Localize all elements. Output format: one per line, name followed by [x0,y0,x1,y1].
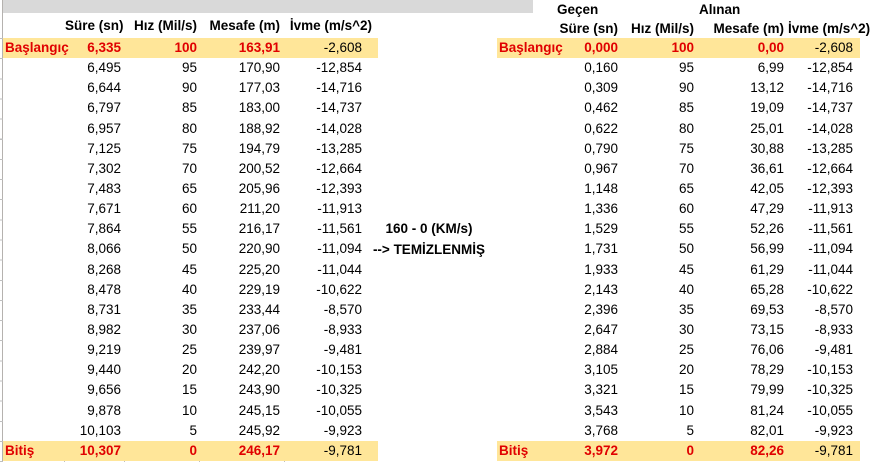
cell-mesafe[interactable]: 47,29 [750,201,784,217]
table-row [3,119,378,139]
cell-ivme[interactable]: -8,933 [814,321,853,337]
table-row [3,441,378,461]
cell-row-label[interactable]: Bitiş [499,442,529,458]
cell-mesafe[interactable]: 82,26 [750,442,784,458]
cell-ivme[interactable]: -10,055 [807,402,853,418]
cell-hiz[interactable]: 40 [678,281,694,297]
cell-sure[interactable]: 3,543 [584,402,618,418]
annotation-line2: --> TEMİZLENMİŞ [372,241,486,257]
cell-mesafe[interactable]: 239,97 [238,342,280,358]
header-empty-cell[interactable] [497,0,556,19]
cell-hiz[interactable]: 70 [678,160,694,176]
cell-ivme[interactable]: -10,325 [316,382,362,398]
cell-hiz[interactable]: 75 [181,140,197,156]
cell-sure[interactable]: 6,644 [87,80,121,96]
cell-sure[interactable]: 0,000 [584,40,618,55]
table-row [497,78,860,98]
table-row [497,58,860,78]
cell-hiz[interactable]: 85 [678,100,694,116]
cell-sure[interactable]: 9,440 [87,362,121,378]
cell-row-label[interactable] [497,119,556,139]
cleaned-time-table [497,0,870,461]
cell-mesafe[interactable]: 13,12 [750,80,784,96]
cell-sure[interactable]: 0,309 [584,80,618,96]
table-row [3,219,378,239]
cell-mesafe[interactable]: 242,20 [238,362,280,378]
cell-ivme[interactable]: -11,094 [808,241,853,257]
cell-sure[interactable]: 7,125 [87,140,121,156]
cell-hiz[interactable]: 0 [686,442,694,458]
cell-row-label[interactable]: Başlangıç [5,40,69,55]
cell-hiz[interactable]: 65 [678,180,694,196]
cell-mesafe[interactable]: 69,53 [750,301,784,317]
cell-hiz[interactable]: 0 [189,442,197,458]
table-row [3,360,378,380]
cell-hiz[interactable]: 45 [678,261,694,277]
cell-mesafe[interactable]: 61,29 [750,261,784,277]
cell-sure[interactable]: 8,478 [87,281,121,297]
cell-sure[interactable]: 10,307 [79,442,121,458]
cell-row-label[interactable] [497,260,556,280]
cell-ivme[interactable]: -8,570 [323,301,362,317]
header-gecen[interactable]: Geçen [557,2,599,17]
table-row [497,239,860,259]
cell-ivme[interactable]: -9,781 [323,442,362,458]
cell-mesafe[interactable]: 36,61 [750,160,784,176]
header-empty-cell[interactable] [497,19,556,38]
cell-sure[interactable]: 1,731 [584,241,618,257]
cell-row-label[interactable] [497,159,556,179]
cell-sure[interactable]: 3,105 [584,362,618,378]
cell-hiz[interactable]: 80 [181,120,197,136]
cell-row-label[interactable] [3,300,65,320]
cell-sure[interactable]: 0,462 [584,100,618,116]
table-row [3,260,378,280]
table-row [3,159,378,179]
cell-hiz[interactable]: 100 [671,40,694,55]
table-row [3,78,378,98]
cell-hiz[interactable]: 100 [174,40,197,55]
cell-mesafe[interactable]: 76,06 [750,342,784,358]
cell-row-label[interactable] [497,78,556,98]
table-row [497,280,860,300]
table-row [3,38,378,58]
cell-sure[interactable]: 8,731 [87,301,121,317]
cell-hiz[interactable]: 35 [181,301,197,317]
table-row [497,119,860,139]
cell-mesafe[interactable]: 237,06 [238,321,280,337]
cell-row-label[interactable] [497,58,556,78]
cell-row-label[interactable] [3,98,65,118]
table-row [3,98,378,118]
header-hiz[interactable]: Hız (Mil/s) [134,18,197,33]
cell-ivme[interactable]: -2,608 [814,40,853,55]
cell-mesafe[interactable]: 216,17 [238,221,280,237]
header-sure[interactable]: Süre (sn) [65,18,124,33]
header-hiz[interactable]: Hız (Mil/s) [631,21,694,36]
table-row [3,139,378,159]
cell-hiz[interactable]: 60 [181,201,197,217]
cell-mesafe[interactable]: 163,91 [238,40,280,55]
cell-sure[interactable]: 1,336 [584,201,618,217]
table-row [497,401,860,421]
cell-ivme[interactable]: -13,285 [807,140,853,156]
cell-sure[interactable]: 1,148 [584,180,618,196]
cell-row-label[interactable] [497,421,556,441]
cell-sure[interactable]: 2,396 [584,301,618,317]
table-row [497,38,860,58]
cell-hiz[interactable]: 30 [678,321,694,337]
cell-row-label[interactable] [497,340,556,360]
cell-ivme[interactable]: -12,854 [316,60,362,76]
table-row [497,260,860,280]
cell-hiz[interactable]: 85 [181,100,197,116]
table-row [3,239,378,259]
cell-row-label[interactable] [3,421,65,441]
cell-ivme[interactable]: -14,737 [316,100,362,116]
cell-ivme[interactable]: -11,094 [317,241,362,257]
cell-sure[interactable]: 1,529 [584,221,618,237]
cell-ivme[interactable]: -10,153 [807,362,853,378]
cell-sure[interactable]: 9,656 [87,382,121,398]
cell-ivme[interactable]: -8,570 [814,301,853,317]
right-table-header-row [497,19,870,38]
cell-sure[interactable]: 7,864 [87,221,121,237]
cell-row-label[interactable] [3,199,65,219]
cell-sure[interactable]: 8,268 [87,261,121,277]
cell-ivme[interactable]: -11,044 [317,261,362,277]
cell-mesafe[interactable]: 211,20 [239,201,280,217]
table-row [497,441,860,461]
cell-row-label[interactable] [3,139,65,159]
cell-ivme[interactable]: -9,923 [323,422,362,438]
table-row [497,380,860,400]
cell-row-label[interactable] [3,260,65,280]
cell-ivme[interactable]: -13,285 [316,140,362,156]
cell-mesafe[interactable]: 56,99 [750,241,784,257]
cell-ivme[interactable]: -9,481 [814,342,853,358]
cell-sure[interactable]: 1,933 [584,261,618,277]
cell-ivme[interactable]: -10,325 [807,382,853,398]
cell-ivme[interactable]: -9,481 [323,342,362,358]
cell-row-label[interactable] [497,300,556,320]
cell-sure[interactable]: 7,302 [87,160,121,176]
table-row [497,139,860,159]
right-table-body [497,38,860,461]
cell-ivme[interactable]: -12,393 [807,180,853,196]
cell-row-label[interactable] [3,360,65,380]
cell-ivme[interactable]: -10,622 [316,281,362,297]
cell-ivme[interactable]: -14,028 [807,120,853,136]
cell-sure[interactable]: 3,321 [584,382,618,398]
cell-mesafe[interactable]: 170,90 [238,60,280,76]
cell-mesafe[interactable]: 25,01 [750,120,784,136]
cell-mesafe[interactable]: 65,28 [750,281,784,297]
cell-row-label[interactable] [3,159,65,179]
cell-row-label[interactable]: Bitiş [5,442,35,458]
cell-mesafe[interactable]: 52,26 [750,221,784,237]
cell-sure[interactable]: 7,483 [87,180,121,196]
cell-row-label[interactable] [3,119,65,139]
cell-hiz[interactable]: 40 [181,281,197,297]
header-empty-cell[interactable] [3,13,65,38]
cell-mesafe[interactable]: 200,52 [238,160,280,176]
cell-row-label[interactable] [3,340,65,360]
cell-mesafe[interactable]: 220,90 [238,241,280,257]
cell-hiz[interactable]: 55 [181,221,197,237]
cell-hiz[interactable]: 10 [678,402,694,418]
cell-hiz[interactable]: 75 [678,140,694,156]
header-empty-cell[interactable] [622,0,698,19]
cell-row-label[interactable] [497,219,556,239]
cell-ivme[interactable]: -12,664 [316,160,362,176]
cell-sure[interactable]: 0,622 [584,120,618,136]
cell-hiz[interactable]: 95 [678,60,694,76]
cell-ivme[interactable]: -10,153 [316,362,362,378]
cell-ivme[interactable]: -14,028 [316,120,362,136]
cell-sure[interactable]: 3,768 [584,422,618,438]
cell-ivme[interactable]: -11,561 [317,221,362,237]
cell-row-label[interactable] [3,380,65,400]
header-sure[interactable]: Süre (sn) [559,21,618,36]
table-row [3,340,378,360]
header-mesafe[interactable]: Mesafe (m) [713,21,784,36]
cell-row-label[interactable] [3,280,65,300]
cell-hiz[interactable]: 90 [181,80,197,96]
cell-hiz[interactable]: 20 [678,362,694,378]
cell-hiz[interactable]: 65 [181,180,197,196]
cell-sure[interactable]: 10,103 [79,422,121,438]
cell-ivme[interactable]: -2,608 [323,40,362,55]
cell-sure[interactable]: 6,957 [87,120,121,136]
cell-hiz[interactable]: 60 [678,201,694,217]
header-empty-cell[interactable] [788,0,860,19]
table-row [497,199,860,219]
cell-sure[interactable]: 2,143 [584,281,618,297]
cell-ivme[interactable]: -8,933 [323,321,362,337]
cell-ivme[interactable]: -14,737 [807,100,853,116]
left-table-header-row [3,13,378,38]
table-row [3,380,378,400]
cell-row-label[interactable] [3,78,65,98]
cell-ivme[interactable]: -14,716 [316,80,362,96]
cell-mesafe[interactable]: 243,90 [238,382,280,398]
cell-hiz[interactable]: 90 [678,80,694,96]
cell-hiz[interactable]: 80 [678,120,694,136]
cell-ivme[interactable]: -9,781 [814,442,853,458]
cell-hiz[interactable]: 5 [189,422,197,438]
cell-mesafe[interactable]: 183,00 [238,100,280,116]
cell-mesafe[interactable]: 188,92 [238,120,280,136]
cell-mesafe[interactable]: 225,20 [238,261,280,277]
header-mesafe[interactable]: Mesafe (m) [209,18,280,33]
cell-mesafe[interactable]: 229,19 [238,281,280,297]
header-ivme[interactable]: İvme (m/s^2) [289,18,372,33]
cell-mesafe[interactable]: 82,01 [750,422,784,438]
cell-hiz[interactable]: 15 [181,382,197,398]
cell-mesafe[interactable]: 42,05 [750,180,784,196]
cell-mesafe[interactable]: 78,29 [750,362,784,378]
header-alinan[interactable]: Alınan [699,2,741,17]
cell-ivme[interactable]: -10,622 [807,281,853,297]
table-row [3,58,378,78]
cell-row-label[interactable] [3,58,65,78]
table-row [497,98,860,118]
table-row [497,300,860,320]
table-row [3,199,378,219]
cell-mesafe[interactable]: 19,09 [750,100,784,116]
cell-sure[interactable]: 9,219 [87,342,121,358]
cell-mesafe[interactable]: 205,96 [238,180,280,196]
cell-hiz[interactable]: 55 [678,221,694,237]
cell-mesafe[interactable]: 194,79 [238,140,280,156]
cell-sure[interactable]: 6,797 [87,100,121,116]
cell-hiz[interactable]: 10 [181,402,197,418]
cell-hiz[interactable]: 20 [181,362,197,378]
header-ivme[interactable]: İvme (m/s^2) [788,21,870,36]
cell-mesafe[interactable]: 73,15 [750,321,784,337]
cell-row-label[interactable] [3,239,65,259]
cell-mesafe[interactable]: 79,99 [750,382,784,398]
cell-mesafe[interactable]: 177,03 [238,80,280,96]
annotation-note[interactable] [370,219,488,261]
cell-sure[interactable]: 0,160 [584,60,618,76]
table-row [3,401,378,421]
cell-mesafe[interactable]: 81,24 [750,402,784,418]
cell-sure[interactable]: 2,647 [584,321,618,337]
elapsed-time-table [3,13,378,461]
cell-row-label[interactable] [497,380,556,400]
cell-row-label[interactable] [3,320,65,340]
table-row [497,179,860,199]
table-row [497,360,860,380]
cell-mesafe[interactable]: 0,00 [757,40,784,55]
cell-ivme[interactable]: -10,055 [316,402,362,418]
cell-hiz[interactable]: 25 [181,342,197,358]
cell-sure[interactable]: 6,335 [87,40,121,55]
table-row [3,300,378,320]
cell-sure[interactable]: 8,982 [87,321,121,337]
table-row [497,219,860,239]
cell-row-label[interactable] [497,320,556,340]
table-row [3,320,378,340]
cell-row-label[interactable] [497,179,556,199]
cell-sure[interactable]: 0,790 [584,140,618,156]
table-row [497,320,860,340]
top-row-fill [3,0,533,13]
cell-ivme[interactable]: -12,393 [316,180,362,196]
cell-hiz[interactable]: 70 [181,160,197,176]
table-row [3,421,378,441]
cell-hiz[interactable]: 25 [678,342,694,358]
annotation-line1: 160 - 0 (KM/s) [385,221,473,236]
cell-ivme[interactable]: -9,923 [814,422,853,438]
cell-row-label[interactable] [497,139,556,159]
cell-sure[interactable]: 9,878 [87,402,121,418]
cell-ivme[interactable]: -11,561 [808,221,853,237]
cell-row-label[interactable] [3,219,65,239]
cell-ivme[interactable]: -11,913 [317,201,362,217]
cell-hiz[interactable]: 5 [686,422,694,438]
cell-hiz[interactable]: 15 [678,382,694,398]
cell-mesafe[interactable]: 30,88 [750,140,784,156]
cell-sure[interactable]: 6,495 [87,60,121,76]
cell-row-label[interactable] [497,280,556,300]
cell-mesafe[interactable]: 246,17 [238,442,280,458]
cell-sure[interactable]: 7,671 [87,201,121,217]
cell-row-label[interactable] [497,401,556,421]
left-table-body [3,38,378,461]
cell-mesafe[interactable]: 245,92 [238,422,280,438]
cell-ivme[interactable]: -12,854 [807,60,853,76]
cell-hiz[interactable]: 35 [678,301,694,317]
cell-row-label[interactable] [497,98,556,118]
cell-ivme[interactable]: -12,664 [807,160,853,176]
cell-mesafe[interactable]: 233,44 [238,301,280,317]
cell-row-label[interactable] [3,401,65,421]
cell-mesafe[interactable]: 245,15 [238,402,280,418]
cell-hiz[interactable]: 30 [181,321,197,337]
cell-ivme[interactable]: -11,913 [808,201,853,217]
right-table-header-row-top [497,0,860,19]
cell-row-label[interactable] [497,199,556,219]
cell-sure[interactable]: 8,066 [87,241,121,257]
table-row [497,340,860,360]
cell-ivme[interactable]: -14,716 [807,80,853,96]
cell-row-label[interactable] [3,179,65,199]
table-row [3,179,378,199]
cell-sure[interactable]: 2,884 [584,342,618,358]
table-row [497,159,860,179]
cell-row-label[interactable]: Başlangıç [499,40,563,55]
cell-mesafe[interactable]: 6,99 [757,60,784,76]
cell-sure[interactable]: 0,967 [584,160,618,176]
cell-sure[interactable]: 3,972 [584,442,618,458]
cell-ivme[interactable]: -11,044 [808,261,853,277]
cell-hiz[interactable]: 45 [181,261,197,277]
cell-row-label[interactable] [497,360,556,380]
cell-hiz[interactable]: 50 [181,241,197,257]
cell-row-label[interactable] [497,239,556,259]
table-row [3,280,378,300]
cell-hiz[interactable]: 95 [181,60,197,76]
table-row [497,421,860,441]
cell-hiz[interactable]: 50 [678,241,694,257]
